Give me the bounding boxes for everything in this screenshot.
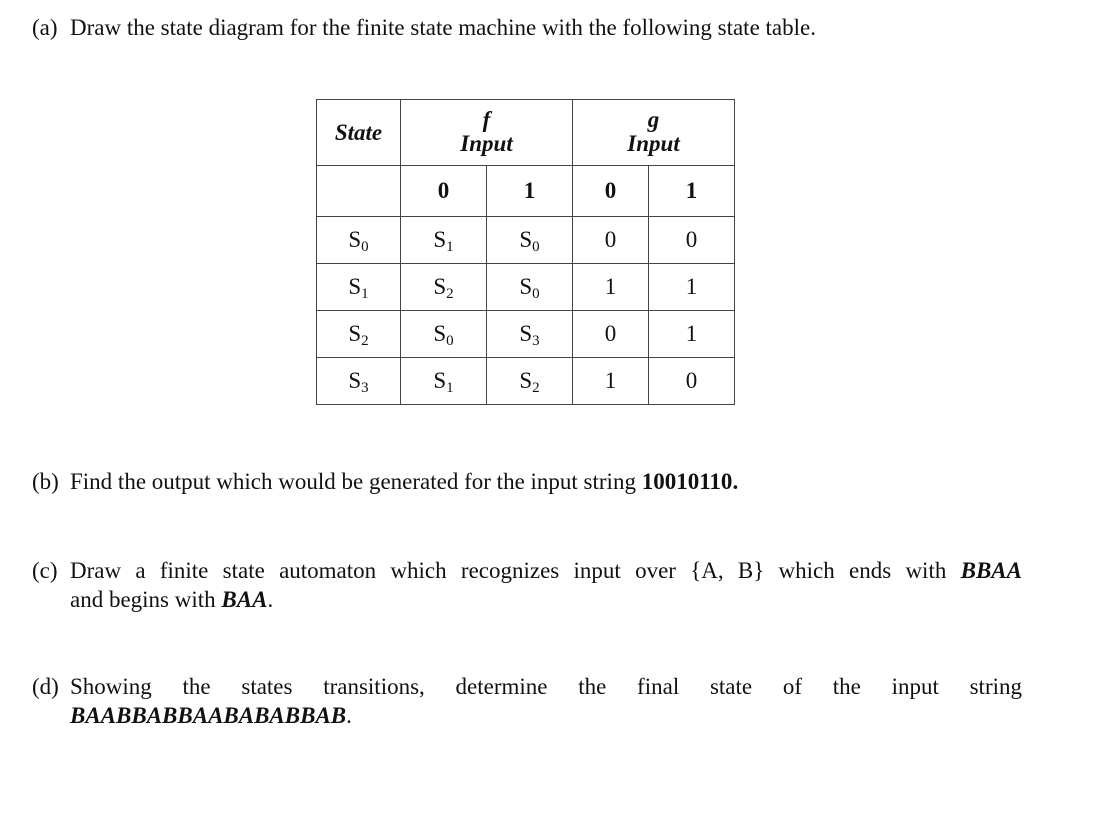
question-d — [32, 672, 1022, 730]
f-header-input: Input — [460, 131, 513, 156]
f1-cell: $S_3$ — [487, 311, 573, 358]
question-b-input-string: 10010110 — [641, 469, 733, 494]
f-header-symbol: f — [482, 107, 491, 132]
f-header — [401, 100, 573, 166]
table-row — [317, 217, 735, 264]
f1-cell: $S_0$ — [487, 217, 573, 264]
question-c-end: . — [267, 587, 274, 612]
question-a-text: Draw the state diagram for the finite state machine with the following state table. — [70, 15, 816, 40]
g1-cell: 1 — [649, 311, 735, 358]
question-d-end: . — [346, 703, 352, 728]
state-cell: $S_0$ — [317, 217, 401, 264]
state-table — [316, 99, 735, 405]
subheader-empty — [317, 166, 401, 217]
question-c-line2-text: and begins with — [70, 587, 216, 612]
question-c-line2 — [32, 585, 1022, 614]
table-subheader-row — [317, 166, 735, 217]
g1-cell: 1 — [649, 264, 735, 311]
g0-cell: 1 — [573, 264, 649, 311]
subheader-f-1: 1 — [487, 166, 573, 217]
g0-cell: 1 — [573, 358, 649, 405]
question-b-end: . — [732, 469, 739, 494]
question-d-text: Showing the states transitions, determine the final state of the input string — [70, 674, 1022, 699]
table-row — [317, 311, 735, 358]
g0-cell: 0 — [573, 217, 649, 264]
subheader-g-0: 0 — [573, 166, 649, 217]
question-d-label: (d) — [32, 674, 59, 699]
question-c-text: Draw a finite state automaton which recognizes input over {A, B} which ends with — [70, 558, 947, 583]
f1-cell: $S_2$ — [487, 358, 573, 405]
g1-cell: 0 — [649, 358, 735, 405]
question-d-input-string: BAABBABBAABABABBAB — [70, 703, 347, 728]
question-a — [32, 13, 816, 42]
question-c-ends-with: BBAA — [960, 558, 1022, 583]
subheader-g-1: 1 — [649, 166, 735, 217]
f0-cell: $S_0$ — [401, 311, 487, 358]
f0-cell: $S_1$ — [401, 358, 487, 405]
table-row — [317, 264, 735, 311]
question-c — [32, 556, 1022, 614]
g-header-symbol: g — [647, 107, 660, 132]
subheader-f-0: 0 — [401, 166, 487, 217]
table-header-row — [317, 100, 735, 166]
table-row — [317, 358, 735, 405]
question-b-label: (b) — [32, 469, 59, 494]
g-header — [573, 100, 735, 166]
question-b — [32, 467, 738, 496]
question-b-text: Find the output which would be generated for the input string — [70, 469, 636, 494]
question-c-label: (c) — [32, 558, 58, 583]
state-cell: $S_2$ — [317, 311, 401, 358]
question-d-line1 — [32, 672, 1022, 701]
g-header-input: Input — [627, 131, 680, 156]
question-a-label: (a) — [32, 15, 58, 40]
f0-cell: $S_2$ — [401, 264, 487, 311]
question-c-begins-with: BAA — [221, 587, 268, 612]
f0-cell: $S_1$ — [401, 217, 487, 264]
state-cell: $S_1$ — [317, 264, 401, 311]
state-header: State — [317, 100, 401, 166]
g1-cell: 0 — [649, 217, 735, 264]
question-d-line2 — [32, 701, 1022, 730]
state-cell: $S_3$ — [317, 358, 401, 405]
g0-cell: 0 — [573, 311, 649, 358]
question-c-line1 — [32, 556, 1022, 585]
f1-cell: $S_0$ — [487, 264, 573, 311]
